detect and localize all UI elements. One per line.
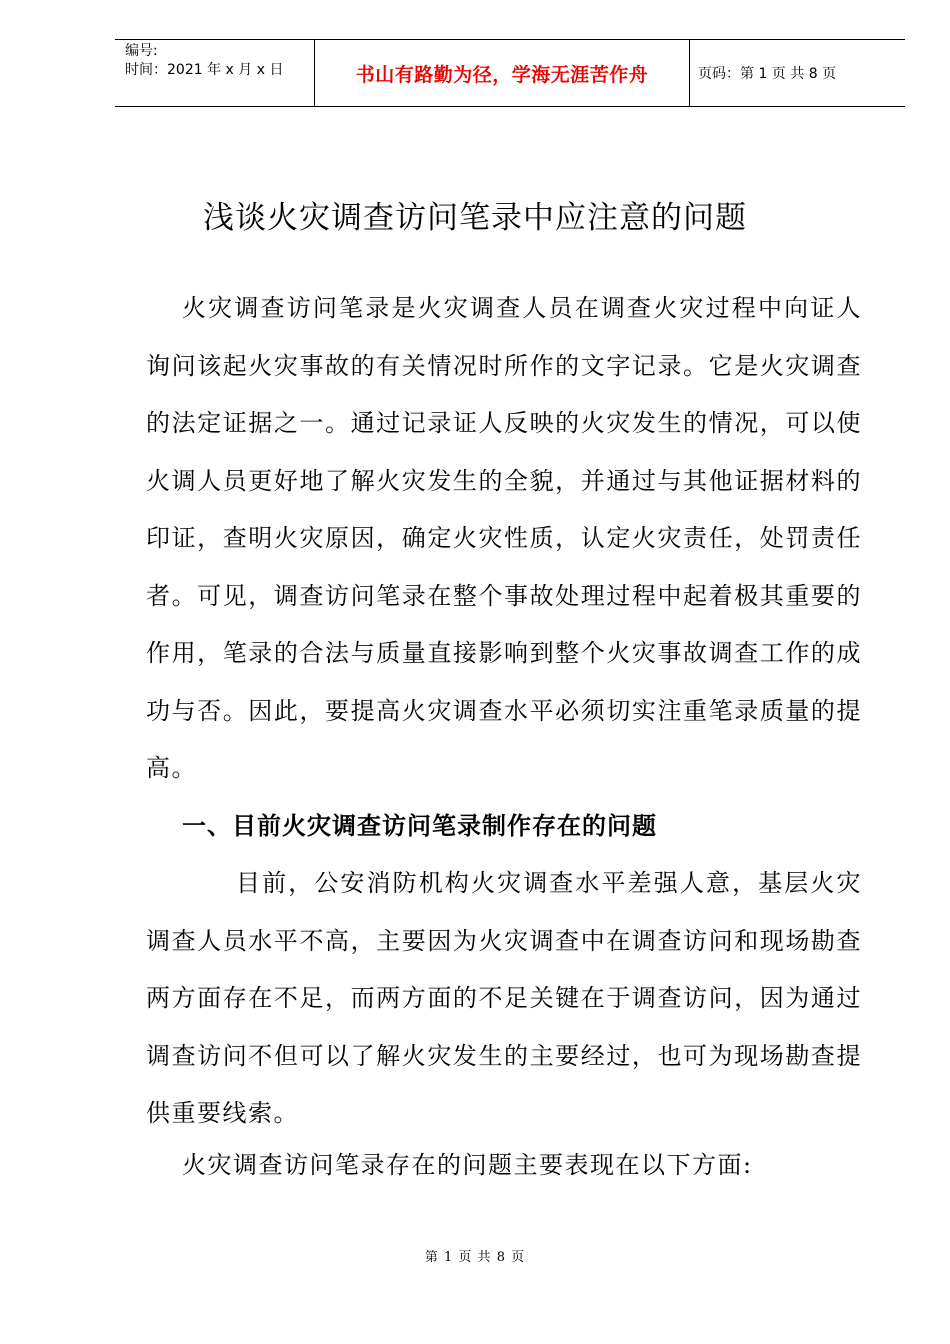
- paragraph-intro: 火灾调查访问笔录是火灾调查人员在调查火灾过程中向证人询问该起火灾事故的有关情况时所作的文字记录。它是火灾调查的法定证据之一。通过记录证人反映的火灾发生的情况，可以使火调人员更好地了解火灾发生的全貌，并通过与其他证据材料的印证，查明火灾原因，确定火灾性质，认定火灾责任，处罚责任者。可见，调查访问笔录在整个事故处理过程中起着极其重要的作用，笔录的合法与质量直接影响到整个火灾事故调查工作的成功与否。因此，要提高火灾调查水平必须切实注重笔录质量的提高。: [146, 294, 862, 782]
- paragraph-section1: 目前，公安消防机构火灾调查水平差强人意，基层火灾调查人员水平不高，主要因为火灾调查中在调查访问和现场勘查两方面存在不足，而两方面的不足关键在于调查访问，因为通过调查访问不但可以了解火灾发生的主要经过，也可为现场勘查提供重要线索。: [146, 869, 862, 1127]
- header-table: [115, 39, 905, 107]
- page-footer: 第 1 页 共 8 页: [424, 1250, 526, 1265]
- motto-text: 书山有路勤为径，学海无涯苦作舟: [355, 63, 649, 86]
- paragraph-problems-intro: 火灾调查访问笔录存在的问题主要表现在以下方面:: [182, 1151, 753, 1179]
- time-label: 时间：2021 年 x 月 x 日: [125, 62, 284, 78]
- document-title: 浅谈火灾调查访问笔录中应注意的问题: [203, 200, 747, 236]
- header-meta-cell: [115, 40, 315, 106]
- page-info: 页码：第 1 页 共 8 页: [698, 66, 837, 82]
- header-page-cell: [690, 40, 905, 106]
- section-heading-1: 一、目前火灾调查访问笔录制作存在的问题: [182, 812, 657, 840]
- serial-number-label: 编号:: [125, 43, 158, 59]
- header-motto-cell: [315, 40, 690, 106]
